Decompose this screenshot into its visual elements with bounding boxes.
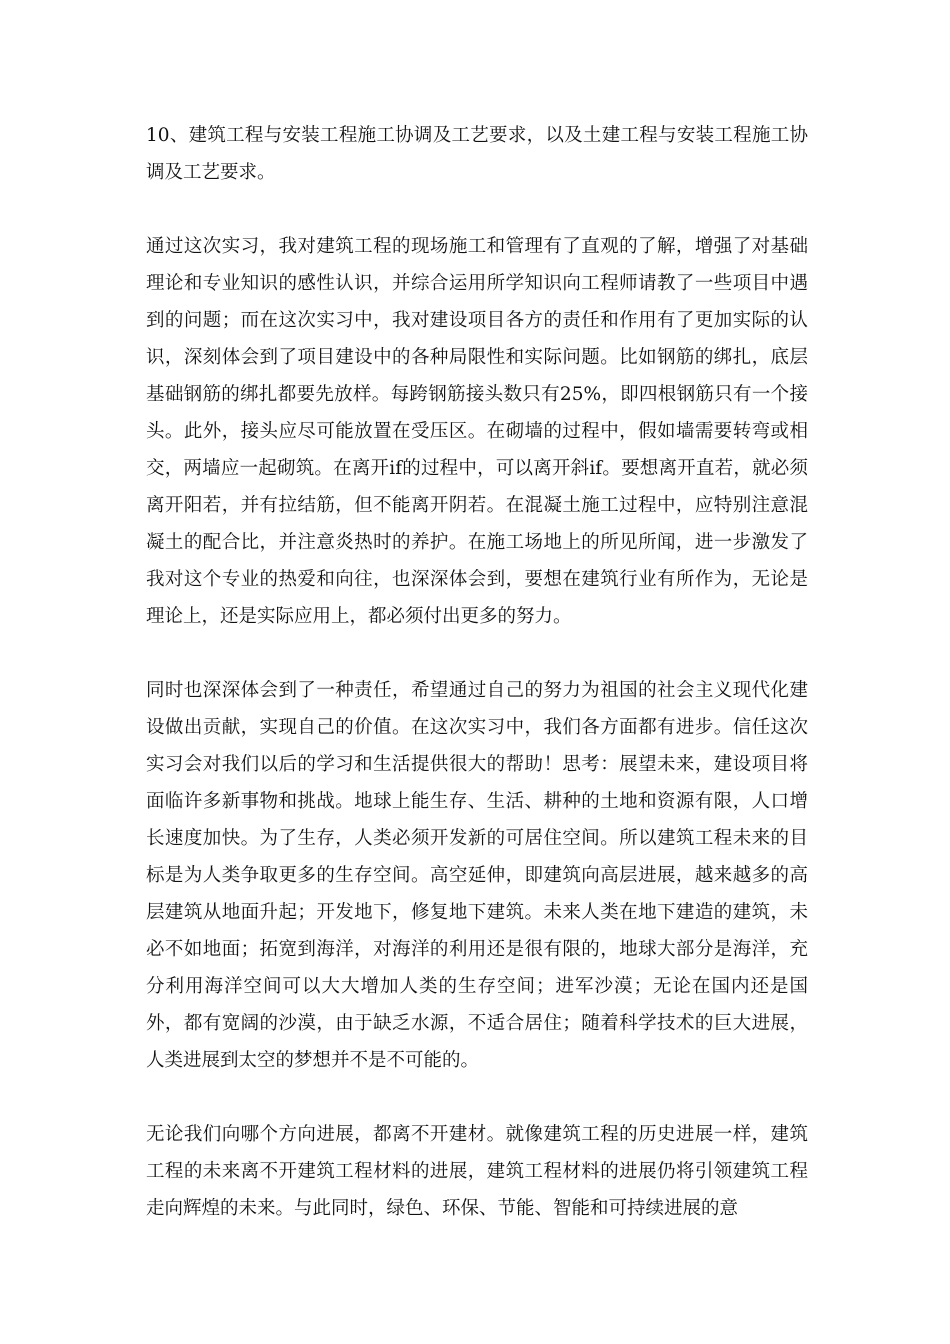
paragraph: 通过这次实习，我对建筑工程的现场施工和管理有了直观的了解，增强了对基础理论和专业知识的感性认识，并综合运用所学知识向工程师请教了一些项目中遇到的问题；而在这次实习中，我对建设项目各方的责任和作用有了更加实际的认识，深刻体会到了项目建设中的各种局限性和实际问题。比如钢筋的绑扎，底层基础钢筋的绑扎都要先放样。每跨钢筋接头数只有25%，即四根钢筋只有一个接头。此外，接头应尽可能放置在受压区。在砌墙的过程中，假如墙需要转弯或相交，两墙应一起砌筑。在离开if的过程中，可以离开斜if。要想离开直若，就必须离开阳若，并有拉结筋，但不能离开阴若。在混凝土施工过程中，应特别注意混凝土的配合比，并注意炎热时的养护。在施工场地上的所见所闻，进一步激发了我对这个专业的热爱和向往，也深深体会到，要想在建筑行业有所作为，无论是理论上，还是实际应用上，都必须付出更多的努力。 [146, 236, 808, 627]
paragraph: 无论我们向哪个方向进展，都离不开建材。就像建筑工程的历史进展一样，建筑工程的未来离不开建筑工程材料的进展，建筑工程材料的进展仍将引领建筑工程走向辉煌的未来。与此同时，绿色、环保、节能、智能和可持续进展的意 [146, 1124, 808, 1219]
document-body [146, 117, 808, 1227]
paragraph: 同时也深深体会到了一种责任，希望通过自己的努力为祖国的社会主义现代化建设做出贡献，实现自己的价值。在这次实习中，我们各方面都有进步。信任这次实习会对我们以后的学习和生活提供很大的帮助！思考：展望未来，建设项目将面临许多新事物和挑战。地球上能生存、生活、耕种的土地和资源有限，人口增长速度加快。为了生存，人类必须开发新的可居住空间。所以建筑工程未来的目标是为人类争取更多的生存空间。高空延伸，即建筑向高层进展，越来越多的高层建筑从地面升起；开发地下，修复地下建筑。未来人类在地下建造的建筑，未必不如地面；拓宽到海洋，对海洋的利用还是很有限的，地球大部分是海洋，充分利用海洋空间可以大大增加人类的生存空间；进军沙漠；无论在国内还是国外，都有宽阔的沙漠，由于缺乏水源，不适合居住；随着科学技术的巨大进展，人类进展到太空的梦想并不是不可能的。 [146, 680, 808, 1071]
paragraph: 10、建筑工程与安装工程施工协调及工艺要求，以及土建工程与安装工程施工协调及工艺要求。 [146, 125, 808, 183]
